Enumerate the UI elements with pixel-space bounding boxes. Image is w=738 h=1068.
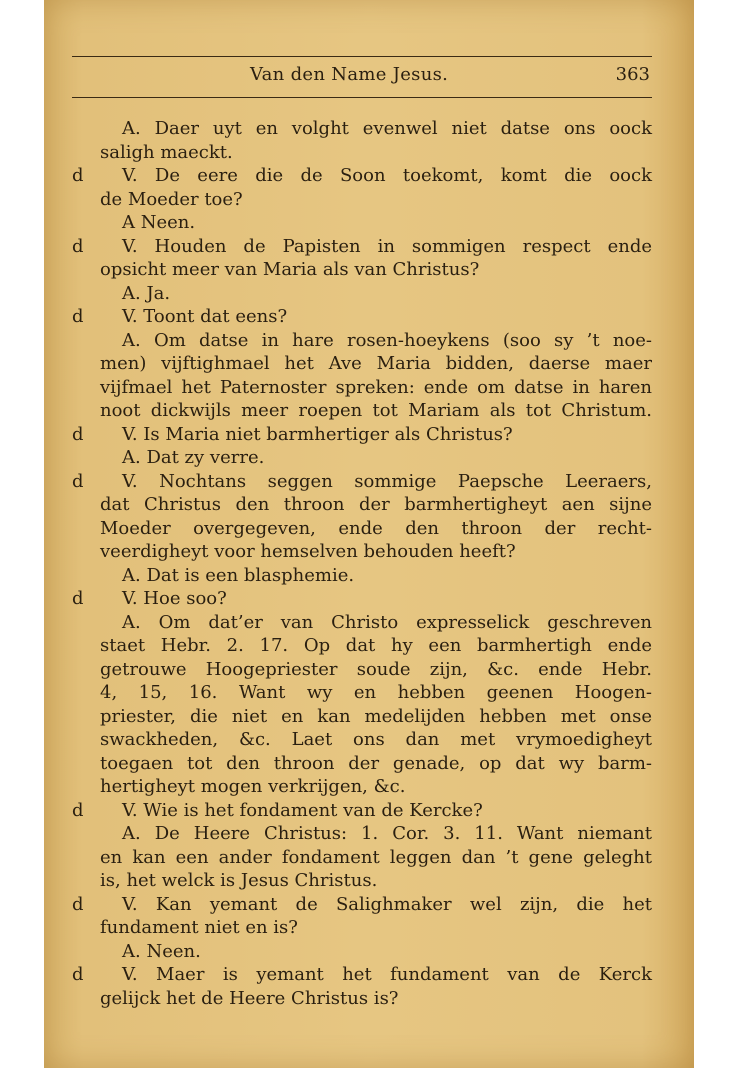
text-line <box>100 117 652 141</box>
line-text: V. Is Maria niet barmhertiger als Christus? <box>122 423 513 445</box>
line-text: fundament niet en is? <box>100 917 298 938</box>
text-line <box>100 564 652 588</box>
margin-marker: d <box>72 423 84 445</box>
line-text: getrouwe Hoogepriester soude zijn, &c. ende Hebr. <box>100 658 652 680</box>
margin-marker: d <box>72 235 84 257</box>
text-line <box>100 846 652 870</box>
line-text: dat Christus den throon der barmhertigheyt aen sijne <box>100 494 652 515</box>
line-text: A. Dat is een blasphemie. <box>122 564 355 586</box>
text-line <box>72 305 652 329</box>
line-text: toegaen tot den throon der genade, op dat wy barm- <box>100 752 652 774</box>
text-line <box>100 987 652 1011</box>
text-line <box>100 775 652 799</box>
line-text: A. De Heere Christus: 1. Cor. 3. 11. Want niemant <box>122 823 652 844</box>
text-line <box>100 634 652 658</box>
line-text: priester, die niet en kan medelijden hebben met onse <box>100 705 652 727</box>
page-number: 363 <box>615 64 650 85</box>
line-text: gelijck het de Heere Christus is? <box>100 987 399 1009</box>
margin-marker: d <box>72 470 84 492</box>
body-text <box>72 117 652 1010</box>
line-text: 4, 15, 16. Want wy en hebben geenen Hoogen- <box>100 682 652 703</box>
text-line <box>100 517 652 541</box>
text-line <box>100 141 652 165</box>
line-text: A. Neen. <box>122 940 201 962</box>
line-text: Moeder overgegeven, ende den throon der recht- <box>100 517 652 539</box>
margin-marker: d <box>72 306 84 327</box>
text-line <box>100 822 652 846</box>
text-line <box>72 164 652 188</box>
text-line <box>100 399 652 423</box>
text-line <box>100 376 652 400</box>
margin-marker: d <box>72 893 84 915</box>
line-text: vijfmael het Paternoster spreken: ende om datse in haren <box>100 376 652 398</box>
line-text: staet Hebr. 2. 17. Op dat hy een barmhertigh ende <box>100 635 652 656</box>
line-text: V. Wie is het fondament van de Kercke? <box>122 799 483 821</box>
text-line <box>100 329 652 353</box>
text-line <box>72 799 652 823</box>
line-text: men) vijftighmael het Ave Maria bidden, daerse maer <box>100 353 652 374</box>
line-text: de Moeder toe? <box>100 188 243 210</box>
line-text: saligh maeckt. <box>100 141 233 163</box>
line-text: V. Nochtans seggen sommige Paepsche Leeraers, <box>122 470 652 492</box>
text-line <box>100 869 652 893</box>
margin-marker: d <box>72 964 84 985</box>
line-text: V. Toont dat eens? <box>122 306 288 327</box>
text-line <box>100 258 652 282</box>
line-text: A. Om datse in hare rosen-hoeykens (soo sy ’t noe- <box>122 329 652 351</box>
line-text: noot dickwijls meer roepen tot Mariam als tot Christum. <box>100 400 652 421</box>
text-line <box>72 235 652 259</box>
line-text: V. Maer is yemant het fundament van de Kerck <box>122 964 652 985</box>
line-text: hertigheyt mogen verkrijgen, &c. <box>100 776 406 797</box>
text-line <box>72 423 652 447</box>
text-line <box>100 540 652 564</box>
line-text: V. Hoe soo? <box>122 588 227 609</box>
line-text: swackheden, &c. Laet ons dan met vrymoedigheyt <box>100 729 652 750</box>
text-line <box>72 470 652 494</box>
line-text: A. Daer uyt en volght evenwel niet datse ons oock <box>122 118 652 139</box>
text-line <box>72 893 652 917</box>
text-line <box>100 188 652 212</box>
text-line <box>100 446 652 470</box>
text-line <box>100 352 652 376</box>
text-line <box>100 752 652 776</box>
text-line <box>100 611 652 635</box>
text-line <box>100 211 652 235</box>
line-text: opsicht meer van Maria als van Christus? <box>100 259 480 280</box>
text-line <box>100 282 652 306</box>
margin-marker: d <box>72 799 84 821</box>
line-text: A. Ja. <box>122 282 171 304</box>
line-text: V. Houden de Papisten in sommigen respect ende <box>122 235 652 257</box>
text-line <box>100 916 652 940</box>
line-text: A Neen. <box>122 212 196 233</box>
text-line <box>100 728 652 752</box>
line-text: en kan een ander fondament leggen dan ’t gene geleght <box>100 846 652 868</box>
line-text: V. De eere die de Soon toekomt, komt die oock <box>122 165 652 186</box>
line-text: V. Kan yemant de Salighmaker wel zijn, die het <box>122 893 652 915</box>
header-rule-bottom <box>72 97 652 98</box>
text-line <box>100 705 652 729</box>
text-line <box>100 493 652 517</box>
line-text: is, het welck is Jesus Christus. <box>100 870 378 891</box>
text-line <box>100 681 652 705</box>
text-line <box>72 963 652 987</box>
line-text: A. Om dat’er van Christo expresselick geschreven <box>122 611 652 633</box>
text-line <box>100 658 652 682</box>
margin-marker: d <box>72 165 84 186</box>
running-header-title: Van den Name Jesus. <box>250 64 449 85</box>
line-text: A. Dat zy verre. <box>122 447 265 468</box>
line-text: veerdigheyt voor hemselven behouden heeft? <box>100 541 516 562</box>
margin-marker: d <box>72 588 84 609</box>
text-line <box>72 587 652 611</box>
header-rule-top <box>72 56 652 57</box>
text-line <box>100 940 652 964</box>
